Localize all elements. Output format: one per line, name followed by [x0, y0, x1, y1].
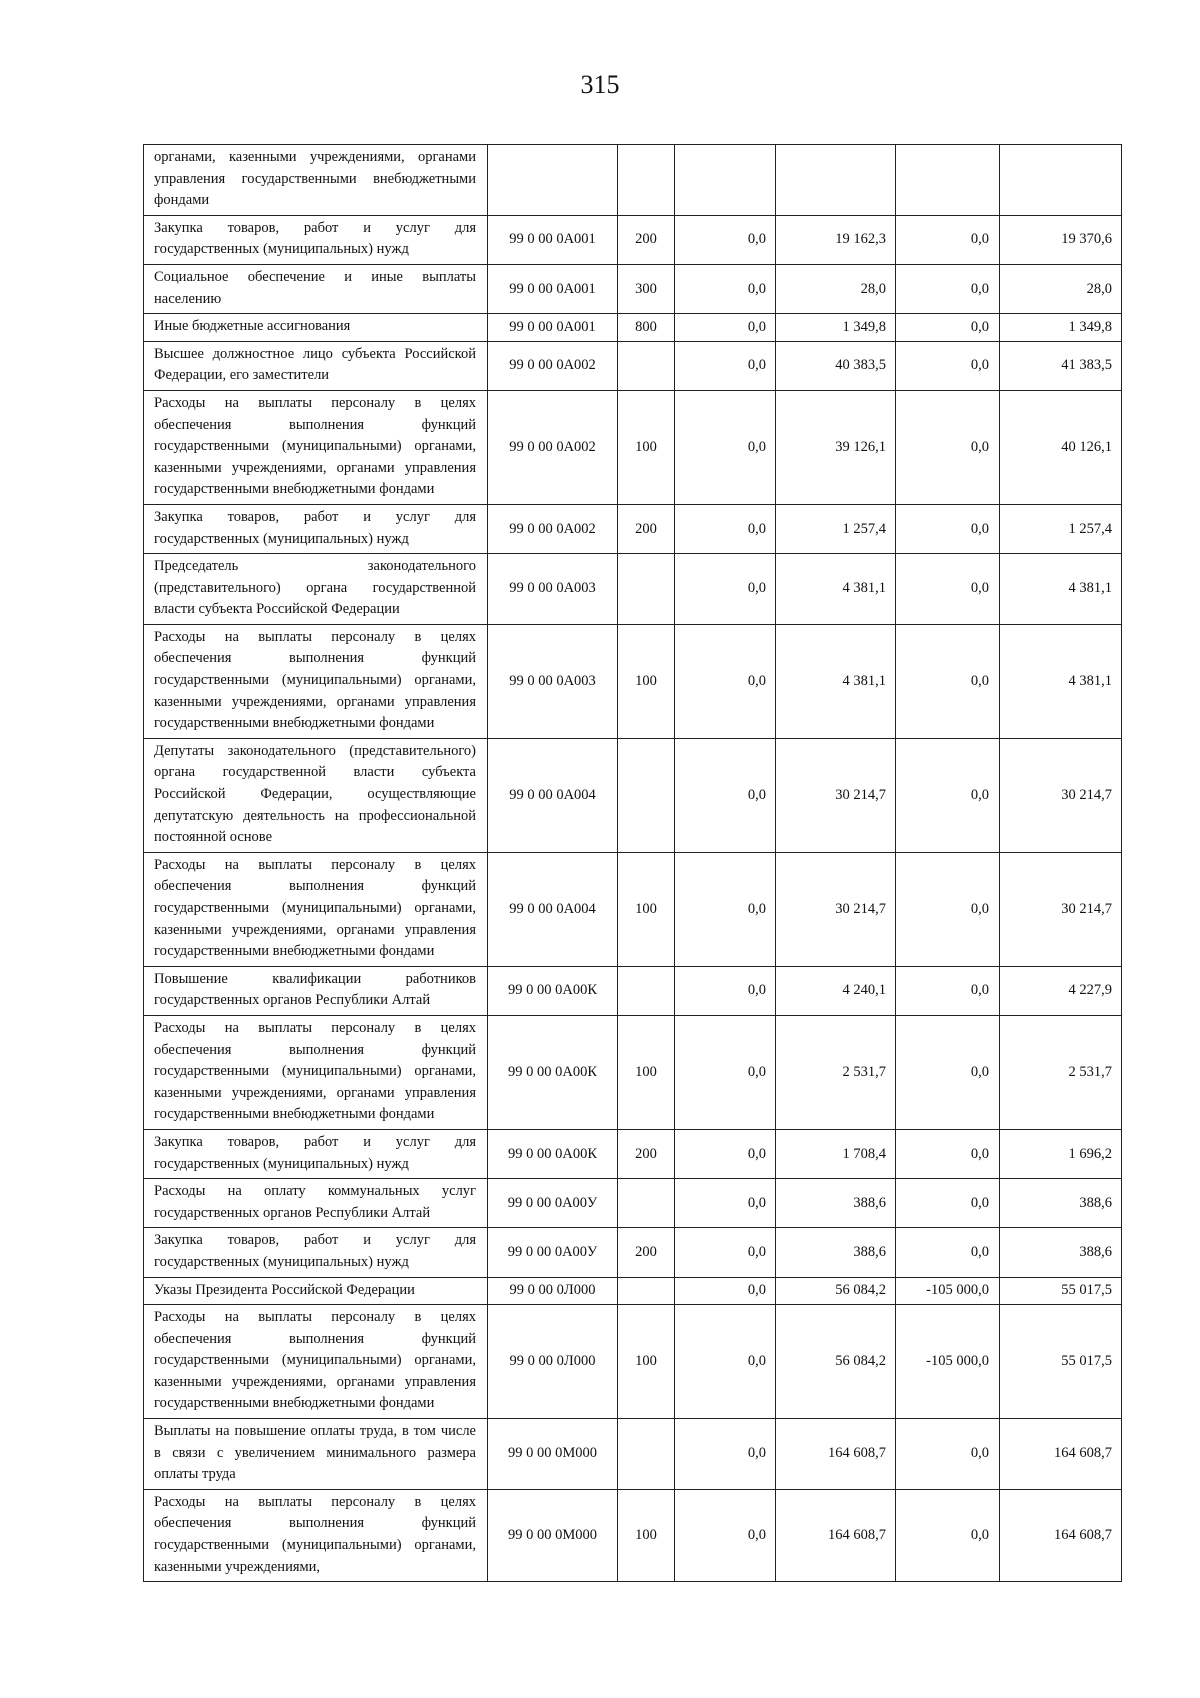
row-amount-3: 0,0 [896, 738, 1000, 852]
row-description: Закупка товаров, работ и услуг для государственных (муниципальных) нужд [144, 1228, 488, 1277]
row-amount-3: 0,0 [896, 314, 1000, 342]
row-description: Расходы на выплаты персоналу в целях обеспечения выполнения функций государственными (муниципальными) органами, казенными учреждениями, органами управления государственными внебюджетными фондами [144, 624, 488, 738]
row-amount-1: 0,0 [675, 215, 776, 264]
row-amount-4: 388,6 [1000, 1228, 1122, 1277]
row-amount-3: 0,0 [896, 1228, 1000, 1277]
row-code: 99 0 00 0А001 [488, 314, 618, 342]
row-amount-1: 0,0 [675, 1277, 776, 1305]
row-description: Депутаты законодательного (представительного) органа государственной власти субъекта Российской Федерации, осуществляющие депутатскую деятельность на профессиональной постоянной основе [144, 738, 488, 852]
row-amount-2: 4 240,1 [776, 966, 896, 1015]
row-amount-1: 0,0 [675, 966, 776, 1015]
row-amount-2: 19 162,3 [776, 215, 896, 264]
table-row [144, 341, 1122, 390]
row-amount-4: 2 531,7 [1000, 1015, 1122, 1129]
row-expense-type: 200 [618, 1129, 675, 1178]
table-body [144, 145, 1122, 1582]
row-amount-2: 2 531,7 [776, 1015, 896, 1129]
row-expense-type [618, 1419, 675, 1490]
row-amount-4: 30 214,7 [1000, 852, 1122, 966]
row-amount-4: 55 017,5 [1000, 1277, 1122, 1305]
row-amount-2: 4 381,1 [776, 624, 896, 738]
row-description: Расходы на выплаты персоналу в целях обеспечения выполнения функций государственными (муниципальными) органами, казенными учреждениями, органами управления государственными внебюджетными фондами [144, 852, 488, 966]
row-amount-3: -105 000,0 [896, 1305, 1000, 1419]
row-amount-1: 0,0 [675, 624, 776, 738]
row-expense-type: 100 [618, 624, 675, 738]
row-description: Расходы на выплаты персоналу в целях обеспечения выполнения функций государственными (муниципальными) органами, казенными учреждениями, [144, 1489, 488, 1581]
row-amount-3: 0,0 [896, 1129, 1000, 1178]
row-expense-type [618, 554, 675, 625]
row-amount-1: 0,0 [675, 390, 776, 504]
row-description: Расходы на выплаты персоналу в целях обеспечения выполнения функций государственными (муниципальными) органами, казенными учреждениями, органами управления государственными внебюджетными фондами [144, 1015, 488, 1129]
row-amount-3: 0,0 [896, 624, 1000, 738]
row-amount-3: 0,0 [896, 390, 1000, 504]
table-row [144, 1179, 1122, 1228]
row-code: 99 0 00 0А00У [488, 1179, 618, 1228]
row-amount-4: 388,6 [1000, 1179, 1122, 1228]
table-row [144, 966, 1122, 1015]
row-amount-1: 0,0 [675, 1489, 776, 1581]
row-code: 99 0 00 0М000 [488, 1489, 618, 1581]
row-amount-4: 55 017,5 [1000, 1305, 1122, 1419]
row-amount-2 [776, 145, 896, 216]
row-description: Председатель законодательного (представительного) органа государственной власти субъекта Российской Федерации [144, 554, 488, 625]
row-amount-1: 0,0 [675, 1419, 776, 1490]
table-row [144, 1305, 1122, 1419]
table-row [144, 145, 1122, 216]
row-code: 99 0 00 0А003 [488, 554, 618, 625]
row-description: Высшее должностное лицо субъекта Российской Федерации, его заместители [144, 341, 488, 390]
row-amount-2: 30 214,7 [776, 738, 896, 852]
row-amount-2: 39 126,1 [776, 390, 896, 504]
row-expense-type [618, 341, 675, 390]
row-amount-1: 0,0 [675, 314, 776, 342]
table-row [144, 1228, 1122, 1277]
row-amount-4: 40 126,1 [1000, 390, 1122, 504]
row-amount-3: 0,0 [896, 264, 1000, 313]
row-amount-2: 164 608,7 [776, 1489, 896, 1581]
row-code: 99 0 00 0А004 [488, 852, 618, 966]
table-row [144, 1419, 1122, 1490]
row-expense-type [618, 1277, 675, 1305]
table-row [144, 624, 1122, 738]
row-amount-3: 0,0 [896, 966, 1000, 1015]
row-amount-2: 40 383,5 [776, 341, 896, 390]
row-description: Социальное обеспечение и иные выплаты населению [144, 264, 488, 313]
row-description: Закупка товаров, работ и услуг для государственных (муниципальных) нужд [144, 504, 488, 553]
row-amount-4: 19 370,6 [1000, 215, 1122, 264]
row-amount-4: 4 227,9 [1000, 966, 1122, 1015]
table-row [144, 390, 1122, 504]
row-amount-1: 0,0 [675, 264, 776, 313]
page-number: 315 [580, 70, 620, 99]
row-description: Закупка товаров, работ и услуг для государственных (муниципальных) нужд [144, 215, 488, 264]
row-code: 99 0 00 0А001 [488, 215, 618, 264]
row-amount-3: 0,0 [896, 1015, 1000, 1129]
row-code: 99 0 00 0А003 [488, 624, 618, 738]
row-amount-4: 1 696,2 [1000, 1129, 1122, 1178]
row-amount-2: 56 084,2 [776, 1305, 896, 1419]
budget-table [143, 144, 1122, 1582]
row-amount-1: 0,0 [675, 554, 776, 625]
row-amount-1: 0,0 [675, 1228, 776, 1277]
row-amount-4: 28,0 [1000, 264, 1122, 313]
row-amount-3: 0,0 [896, 554, 1000, 625]
row-amount-2: 1 708,4 [776, 1129, 896, 1178]
table-row [144, 554, 1122, 625]
row-code: 99 0 00 0А00К [488, 1015, 618, 1129]
table-row [144, 1129, 1122, 1178]
row-amount-1 [675, 145, 776, 216]
row-expense-type [618, 145, 675, 216]
row-expense-type [618, 966, 675, 1015]
row-expense-type: 100 [618, 1489, 675, 1581]
row-amount-3: 0,0 [896, 341, 1000, 390]
row-amount-2: 1 257,4 [776, 504, 896, 553]
row-description: Расходы на выплаты персоналу в целях обеспечения выполнения функций государственными (муниципальными) органами, казенными учреждениями, органами управления государственными внебюджетными фондами [144, 1305, 488, 1419]
row-amount-3: 0,0 [896, 504, 1000, 553]
row-code: 99 0 00 0А00У [488, 1228, 618, 1277]
row-code: 99 0 00 0А00К [488, 966, 618, 1015]
row-amount-1: 0,0 [675, 1179, 776, 1228]
row-amount-4: 1 349,8 [1000, 314, 1122, 342]
row-amount-3: 0,0 [896, 215, 1000, 264]
row-code [488, 145, 618, 216]
table-row [144, 738, 1122, 852]
table-row [144, 1489, 1122, 1581]
row-expense-type: 100 [618, 1305, 675, 1419]
row-amount-4: 4 381,1 [1000, 624, 1122, 738]
row-amount-3: 0,0 [896, 1419, 1000, 1490]
row-amount-4: 164 608,7 [1000, 1419, 1122, 1490]
row-expense-type: 100 [618, 1015, 675, 1129]
table-row [144, 504, 1122, 553]
table-row [144, 215, 1122, 264]
row-code: 99 0 00 0А002 [488, 341, 618, 390]
row-code: 99 0 00 0А00К [488, 1129, 618, 1178]
row-expense-type: 100 [618, 852, 675, 966]
row-amount-4 [1000, 145, 1122, 216]
row-description: Расходы на выплаты персоналу в целях обеспечения выполнения функций государственными (муниципальными) органами, казенными учреждениями, органами управления государственными внебюджетными фондами [144, 390, 488, 504]
row-description: Расходы на оплату коммунальных услуг государственных органов Республики Алтай [144, 1179, 488, 1228]
row-expense-type: 200 [618, 504, 675, 553]
row-expense-type: 800 [618, 314, 675, 342]
row-amount-3: 0,0 [896, 852, 1000, 966]
row-code: 99 0 00 0Л000 [488, 1277, 618, 1305]
row-description: Указы Президента Российской Федерации [144, 1277, 488, 1305]
row-amount-3 [896, 145, 1000, 216]
row-amount-4: 41 383,5 [1000, 341, 1122, 390]
row-expense-type: 300 [618, 264, 675, 313]
row-amount-4: 164 608,7 [1000, 1489, 1122, 1581]
row-amount-3: -105 000,0 [896, 1277, 1000, 1305]
row-amount-2: 4 381,1 [776, 554, 896, 625]
row-code: 99 0 00 0Л000 [488, 1305, 618, 1419]
row-expense-type [618, 1179, 675, 1228]
row-amount-4: 30 214,7 [1000, 738, 1122, 852]
row-description: Закупка товаров, работ и услуг для государственных (муниципальных) нужд [144, 1129, 488, 1178]
row-description: органами, казенными учреждениями, органами управления государственными внебюджетными фондами [144, 145, 488, 216]
table-row [144, 1277, 1122, 1305]
row-description: Повышение квалификации работников государственных органов Республики Алтай [144, 966, 488, 1015]
row-amount-1: 0,0 [675, 504, 776, 553]
row-expense-type: 200 [618, 215, 675, 264]
table-row [144, 852, 1122, 966]
row-amount-2: 388,6 [776, 1228, 896, 1277]
row-amount-2: 164 608,7 [776, 1419, 896, 1490]
row-code: 99 0 00 0А004 [488, 738, 618, 852]
row-code: 99 0 00 0А001 [488, 264, 618, 313]
row-expense-type: 200 [618, 1228, 675, 1277]
row-amount-4: 4 381,1 [1000, 554, 1122, 625]
row-amount-1: 0,0 [675, 1129, 776, 1178]
row-expense-type: 100 [618, 390, 675, 504]
row-amount-4: 1 257,4 [1000, 504, 1122, 553]
row-amount-2: 56 084,2 [776, 1277, 896, 1305]
row-amount-1: 0,0 [675, 341, 776, 390]
row-amount-3: 0,0 [896, 1179, 1000, 1228]
table-row [144, 314, 1122, 342]
row-amount-3: 0,0 [896, 1489, 1000, 1581]
row-code: 99 0 00 0М000 [488, 1419, 618, 1490]
row-amount-1: 0,0 [675, 852, 776, 966]
row-amount-1: 0,0 [675, 738, 776, 852]
row-description: Выплаты на повышение оплаты труда, в том числе в связи с увеличением минимального размера оплаты труда [144, 1419, 488, 1490]
table-row [144, 264, 1122, 313]
row-amount-1: 0,0 [675, 1305, 776, 1419]
row-amount-2: 28,0 [776, 264, 896, 313]
row-code: 99 0 00 0А002 [488, 390, 618, 504]
table-row [144, 1015, 1122, 1129]
row-amount-1: 0,0 [675, 1015, 776, 1129]
row-amount-2: 30 214,7 [776, 852, 896, 966]
row-code: 99 0 00 0А002 [488, 504, 618, 553]
row-amount-2: 388,6 [776, 1179, 896, 1228]
row-expense-type [618, 738, 675, 852]
row-amount-2: 1 349,8 [776, 314, 896, 342]
row-description: Иные бюджетные ассигнования [144, 314, 488, 342]
